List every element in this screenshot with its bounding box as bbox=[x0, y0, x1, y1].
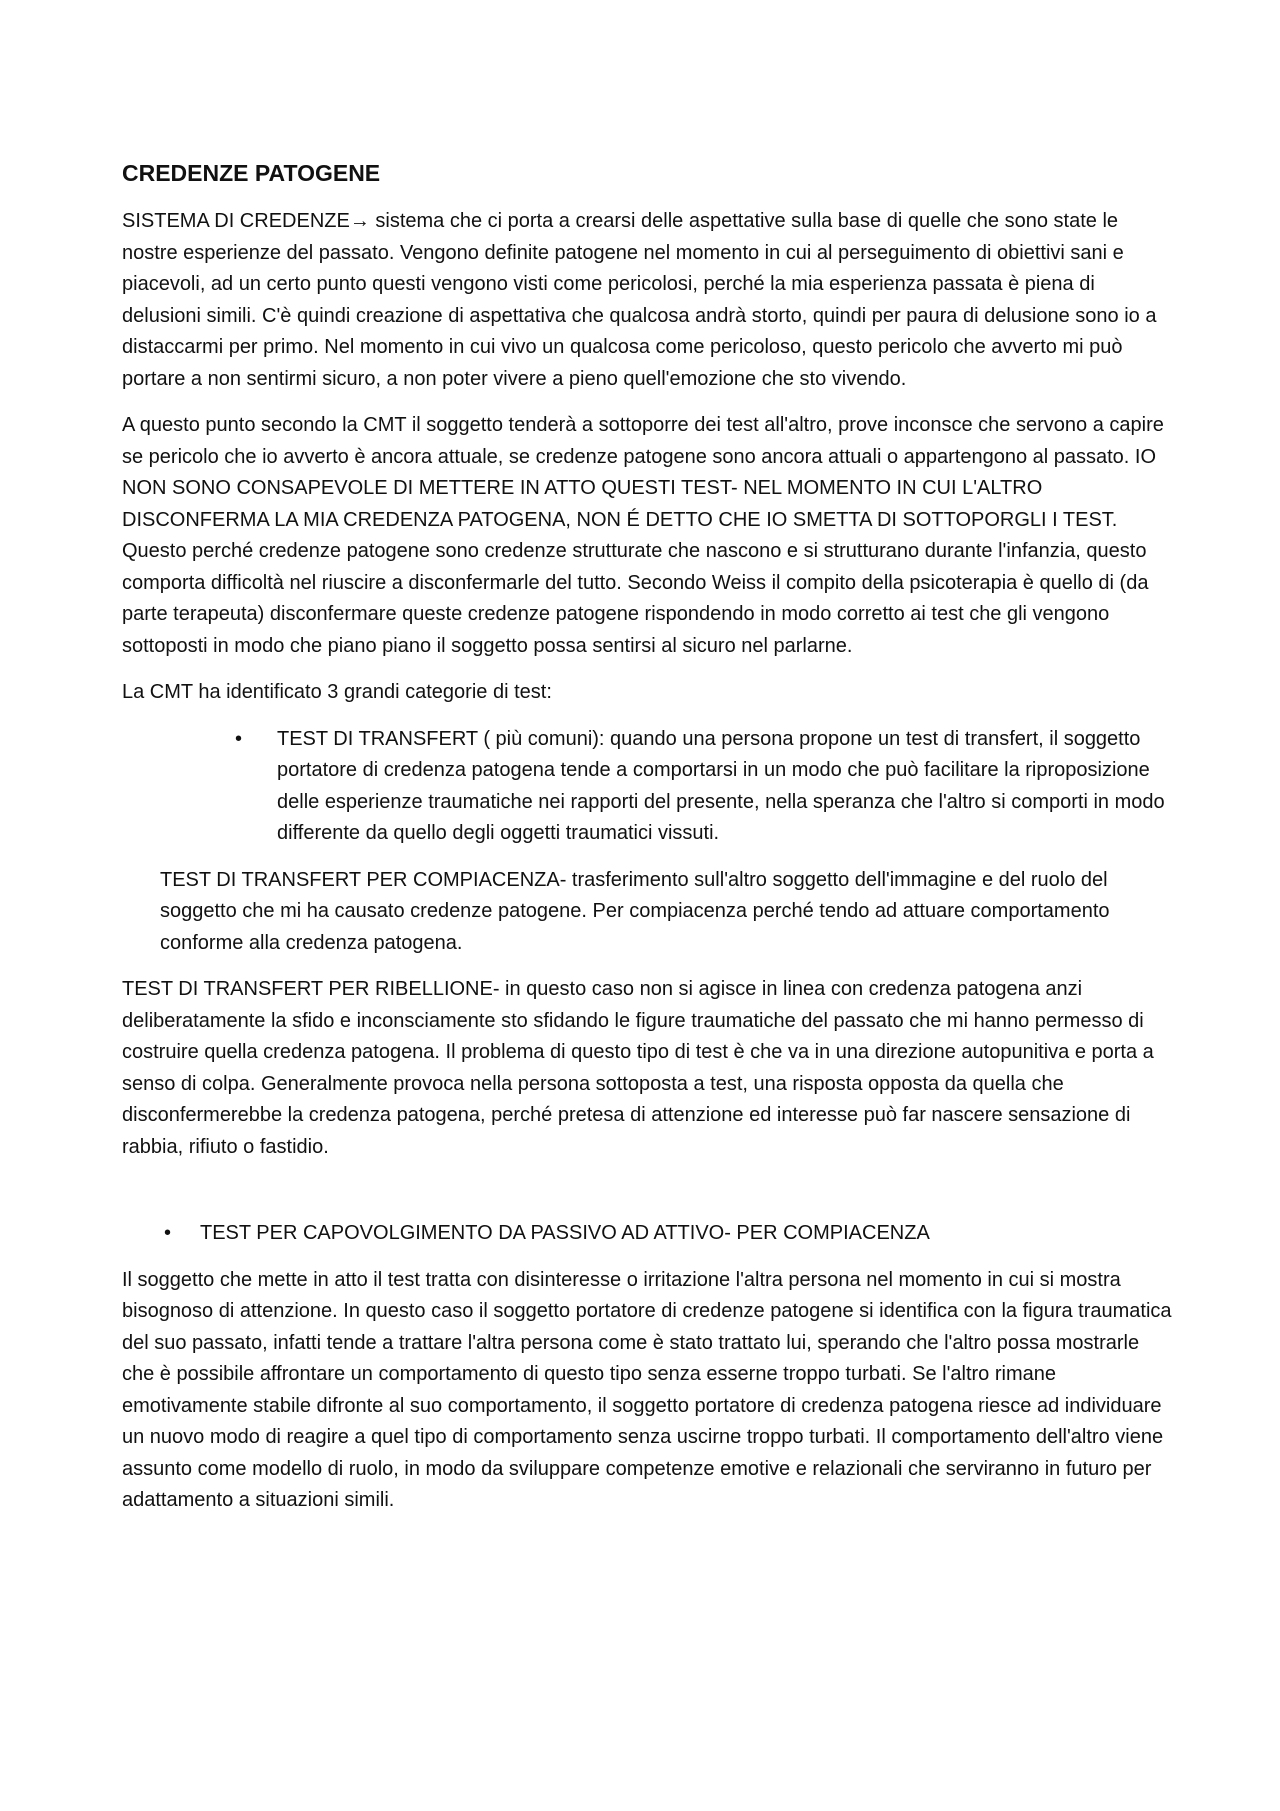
paragraph-sistema-di-credenze: SISTEMA DI CREDENZE→ sistema che ci porta a crearsi delle aspettative sulla base di quelle che sono state le nostre esperienze del passato. Vengono definite patogene nel momento in cui al perseguimento di obiettivi sani e piacevoli, ad un certo punto questi vengono visti come pericolosi, perché la mia esperienza passata è piena di delusioni simili. C'è quindi creazione di aspettativa che qualcosa andrà storto, quindi per paura di delusione sono io a distaccarmi per primo. Nel momento in cui vivo un qualcosa come pericoloso, questo pericolo che avverto mi può portare a non sentirmi sicuro, a non poter vivere a pieno quell'emozione che sto vivendo. bbox=[122, 210, 1157, 390]
paragraph-cmt-test: A questo punto secondo la CMT il soggetto tenderà a sottoporre dei test all'altro, prove inconsce che servono a capire se pericolo che io avverto è ancora attuale, se credenze patogene sono ancora attuali o appartengono al passato. IO NON SONO CONSAPEVOLE DI METTERE IN ATTO QUESTI TEST- NEL MOMENTO IN CUI L'ALTRO DISCONFERMA LA MIA CREDENZA PATOGENA, NON É DETTO CHE IO SMETTA DI SOTTOPORGLI I TEST. Questo perché credenze patogene sono credenze strutturate che nascono e si strutturano durante l'infanzia, questo comporta difficoltà nel riuscire a disconfermarle del tutto. Secondo Weiss il compito della psicoterapia è quello di (da parte terapeuta) disconfermare queste credenze patogene rispondendo in modo corretto ai test che gli vengono sottoposti in modo che piano piano il soggetto possa sentirsi al sicuro nel parlarne. bbox=[122, 414, 1164, 657]
bullet-list-transfert bbox=[122, 724, 1172, 850]
list-item-test-di-transfert bbox=[122, 724, 1172, 850]
list-item-text: TEST DI TRANSFERT ( più comuni): quando una persona propone un test di transfert, il soggetto portatore di credenza patogena tende a comportarsi in un modo che può facilitare la riproposizione delle esperienze traumatiche nei rapporti del presente, nella speranza che l'altro si comporti in modo differente da quello degli oggetti traumatici vissuti. bbox=[277, 727, 1165, 844]
document-title: CREDENZE PATOGENE bbox=[122, 160, 381, 186]
paragraph-transfert-compiacenza: TEST DI TRANSFERT PER COMPIACENZA- trasferimento sull'altro soggetto dell'immagine e del ruolo del soggetto che mi ha causato credenze patogene. Per compiacenza perché tendo ad attuare comportamento conforme alla credenza patogena. bbox=[160, 868, 1110, 954]
bullet-icon: • bbox=[235, 727, 243, 750]
paragraph-capovolgimento: Il soggetto che mette in atto il test tratta con disinteresse o irritazione l'altra persona nel momento in cui si mostra bisognoso di attenzione. In questo caso il soggetto portatore di credenze patogene si identifica con la figura traumatica del suo passato, infatti tende a trattare l'altra persona come è stato trattato lui, sperando che l'altro possa mostrarle che è possibile affrontare un comportamento di questo tipo senza esserne troppo turbati. Se l'altro rimane emotivamente stabile difronte al suo comportamento, il soggetto portatore di credenza patogena riesce ad individuare un nuovo modo di reagire a quel tipo di comportamento senza uscirne troppo turbati. Il comportamento dell'altro viene assunto come modello di ruolo, in modo da sviluppare competenze emotive e relazionali che serviranno in futuro per adattamento a situazioni simili. bbox=[122, 1268, 1172, 1511]
list-item-text: TEST PER CAPOVOLGIMENTO DA PASSIVO AD ATTIVO- PER COMPIACENZA bbox=[200, 1222, 930, 1244]
bullet-list-capovolgimento bbox=[122, 1218, 1172, 1250]
spacer bbox=[122, 1178, 1172, 1218]
list-item-test-capovolgimento bbox=[122, 1218, 1172, 1250]
paragraph-transfert-ribellione: TEST DI TRANSFERT PER RIBELLIONE- in questo caso non si agisce in linea con credenza patogena anzi deliberatamente la sfido e inconsciamente sto sfidando le figure traumatiche del passato che mi hanno permesso di costruire quella credenza patogena. Il problema di questo tipo di test è che va in una direzione autopunitiva e porta a senso di colpa. Generalmente provoca nella persona sottoposta a test, una risposta opposta da quella che disconfermerebbe la credenza patogena, perché pretesa di attenzione ed interesse può far nascere sensazione di rabbia, rifiuto o fastidio. bbox=[122, 978, 1154, 1158]
paragraph-categorie-intro: La CMT ha identificato 3 grandi categorie di test: bbox=[122, 681, 552, 703]
document-body bbox=[122, 158, 1172, 1532]
bullet-icon: • bbox=[164, 1222, 172, 1244]
